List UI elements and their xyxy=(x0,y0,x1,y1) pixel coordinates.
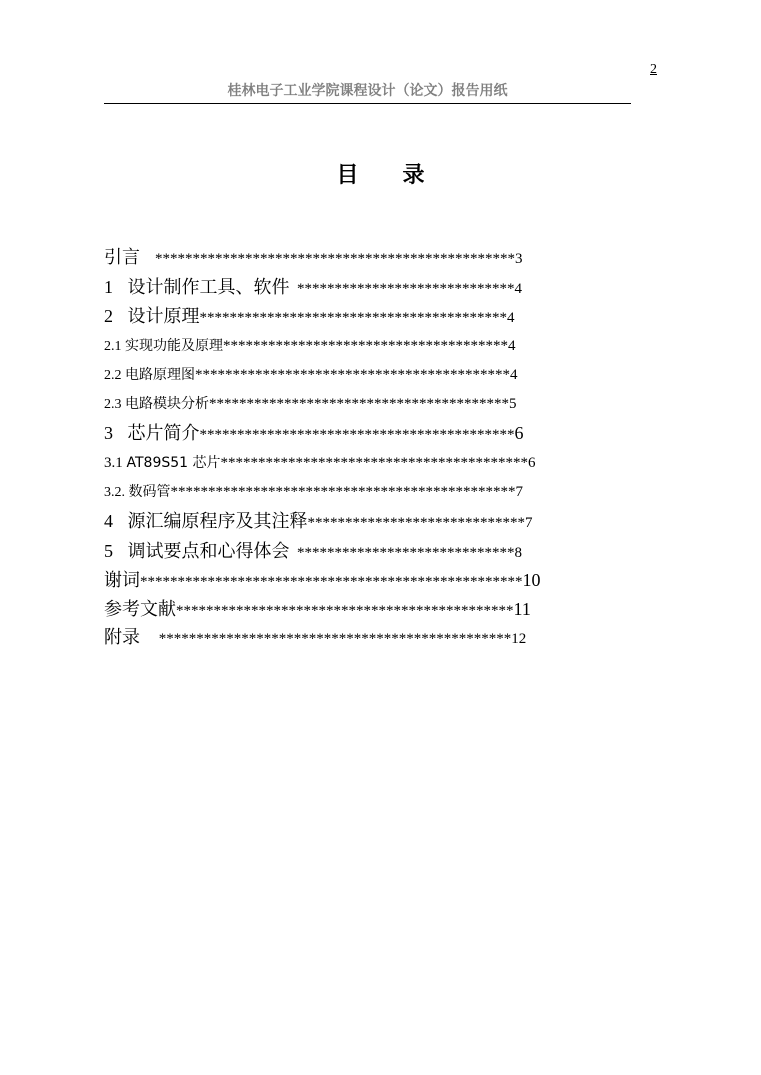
toc-entry-number: 2.2 xyxy=(104,368,125,383)
toc-entry-leader: ********************************************** xyxy=(170,484,516,500)
toc-entry-2-2[interactable] xyxy=(104,361,518,389)
toc-entry-page: 3 xyxy=(515,251,523,267)
toc-entry-number: 2 xyxy=(104,306,118,326)
toc-entry-page: 6 xyxy=(528,455,536,471)
toc-entry-number: 2.1 xyxy=(104,339,125,354)
toc-entry-title: 电路模块分析 xyxy=(125,396,209,412)
toc-entry-leader: ***************************** xyxy=(297,545,515,561)
toc-entry-leader: ****************************************** xyxy=(195,367,510,383)
toc-entry-3-2[interactable] xyxy=(104,478,523,506)
toc-entry-page: 4 xyxy=(507,310,515,326)
toc-entry-page: 5 xyxy=(509,396,517,412)
toc-entry-leader: *************************************************** xyxy=(140,574,523,590)
toc-entry-page: 12 xyxy=(511,631,527,647)
toc-entry-leader: ************************************** xyxy=(223,338,508,354)
toc-entry-number: 5 xyxy=(104,541,118,561)
toc-entry-2-3[interactable] xyxy=(104,390,517,418)
toc-entry-page: 4 xyxy=(514,281,522,297)
toc-entry-intro[interactable] xyxy=(104,244,523,272)
toc-entry-title: 谢词 xyxy=(104,570,140,591)
toc-entry-leader: *********************************************** xyxy=(158,631,512,647)
toc-entry-leader: **************************************** xyxy=(209,396,509,412)
toc-entry-page: 7 xyxy=(515,484,523,500)
toc-entry-4[interactable] xyxy=(104,507,533,535)
toc-entry-appendix[interactable] xyxy=(104,624,526,652)
toc-entry-page: 4 xyxy=(510,367,518,383)
toc-entry-title: 附录 xyxy=(104,627,140,648)
toc-entry-page: 6 xyxy=(514,423,524,443)
toc-entry-leader: ********************************************* xyxy=(176,603,514,619)
toc-entry-sep xyxy=(140,631,159,647)
toc-entry-title: 芯片简介 xyxy=(127,423,200,444)
toc-entry-title: 实现功能及原理 xyxy=(125,338,223,354)
toc-entry-title: 引言 xyxy=(104,247,140,268)
toc-entry-leader: ***************************************** xyxy=(220,455,529,471)
toc-entry-leader: ************************************************ xyxy=(155,251,515,267)
toc-entry-sep xyxy=(290,545,298,561)
toc-entry-number: 4 xyxy=(104,511,118,531)
header-rule xyxy=(104,103,631,104)
toc-entry-number: 1 xyxy=(104,277,118,297)
toc-entry-sep xyxy=(290,281,298,297)
toc-entry-number: 3.2. xyxy=(104,485,129,500)
toc-entry-2-1[interactable] xyxy=(104,332,516,360)
toc-entry-title: AT89S51 芯片 xyxy=(126,455,221,471)
toc-entry-leader: ***************************** xyxy=(307,515,525,531)
toc-entry-number: 3.1 xyxy=(104,455,127,471)
toc-entry-number: 2.3 xyxy=(104,397,125,412)
toc-entry-page: 10 xyxy=(522,570,541,590)
toc-entry-acknowledgements[interactable] xyxy=(104,566,541,594)
toc-entry-title: 电路原理图 xyxy=(125,367,195,383)
toc-entry-title: 设计制作工具、软件 xyxy=(127,277,290,298)
page-header: 桂林电子工业学院课程设计（论文）报告用纸 xyxy=(227,83,508,99)
toc-entry-3-1[interactable] xyxy=(104,449,536,477)
toc-entry-leader: ****************************************** xyxy=(199,427,515,443)
toc-entry-number: 3 xyxy=(104,423,118,443)
toc-entry-title: 数码管 xyxy=(128,484,171,500)
toc-entry-5[interactable] xyxy=(104,537,522,565)
toc-entry-2[interactable] xyxy=(104,302,515,330)
toc-entry-title: 设计原理 xyxy=(127,306,200,327)
toc-entry-page: 7 xyxy=(525,515,533,531)
toc-title xyxy=(0,158,761,189)
toc-entry-sep xyxy=(140,251,155,267)
toc-entry-title: 源汇编原程序及其注释 xyxy=(127,511,308,532)
toc-entry-3[interactable] xyxy=(104,419,524,447)
toc-entry-title: 参考文献 xyxy=(104,599,176,620)
toc-entry-references[interactable] xyxy=(104,595,531,623)
toc-title-part1: 目 xyxy=(336,163,359,188)
toc-entry-page: 8 xyxy=(514,545,522,561)
toc-entry-leader: ***************************************** xyxy=(199,310,507,326)
toc-entry-page: 4 xyxy=(508,338,516,354)
toc-entry-1[interactable] xyxy=(104,273,522,301)
toc-entry-leader: ***************************** xyxy=(297,281,515,297)
toc-title-part2: 录 xyxy=(402,163,425,188)
toc-entry-page: 11 xyxy=(513,599,531,619)
page-number: 2 xyxy=(650,62,657,77)
toc-entry-title: 调试要点和心得体会 xyxy=(127,541,290,562)
